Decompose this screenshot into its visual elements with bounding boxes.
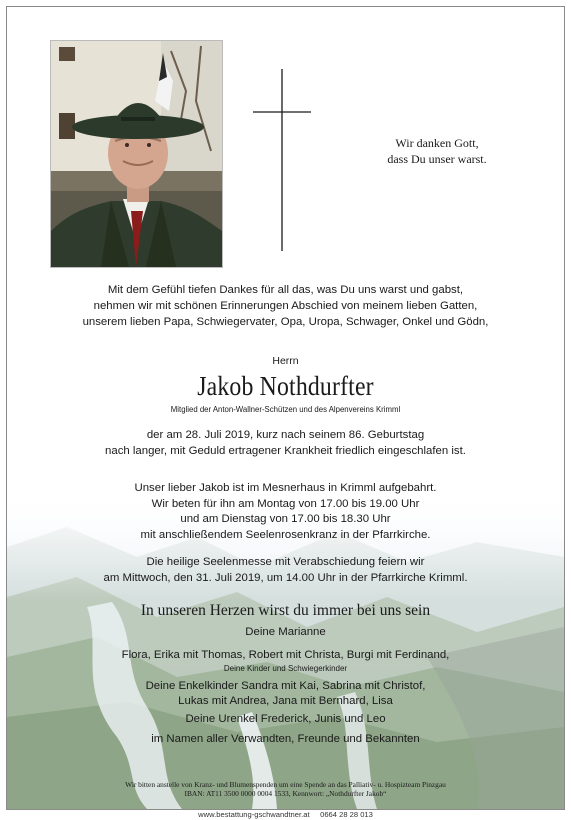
family-wife: Deine Marianne [245, 626, 326, 638]
mass-info-line-2: am Mittwoch, den 31. Juli 2019, um 14.00 Uhr in der Pfarrkirche Krimml. [103, 571, 468, 584]
mass-info [7, 555, 564, 586]
family-children-caption: Deine Kinder und Schwiegerkinder [223, 664, 348, 673]
family-grandchildren-1: Deine Enkelkinder Sandra mit Kai, Sabrina mit Christof, [145, 680, 426, 692]
death-notice-line-2: nach langer, mit Geduld ertragener Krankheit friedlich eingeschlafen ist. [105, 444, 466, 457]
footer-contact: www.bestattung-gschwandtner.at 0664 28 28 013 [198, 810, 373, 819]
wake-info-line-3: und am Dienstag von 17.00 bis 18.30 Uhr [180, 513, 391, 525]
family-great-grandchildren: Deine Urenkel Frederick, Junis und Leo [185, 713, 386, 725]
wake-info-line-1: Unser lieber Jakob ist im Mesnerhaus in Krimml aufgebahrt. [134, 482, 437, 494]
family-relatives: im Namen aller Verwandten, Freunde und Bekannten [151, 733, 420, 745]
donation-note-line-1: Wir bitten anstelle von Kranz- und Blumenspenden um eine Spende an das Palliativ- u. Hospizteam Pinzgau [125, 780, 446, 789]
intro-line-2: nehmen wir mit schönen Erinnerungen Abschied von meinem lieben Gatten, [93, 300, 478, 312]
obituary-card [6, 6, 565, 810]
wake-info-line-4: mit anschließendem Seelenrosenkranz in der Pfarrkirche. [140, 528, 431, 541]
mass-info-line-1: Die heilige Seelenmesse mit Verabschiedung feiern wir [146, 556, 425, 568]
motto: In unseren Herzen wirst du immer bei uns sein [140, 602, 431, 619]
quote-line-1: Wir danken Gott, [395, 136, 479, 150]
family-grandchildren-2: Lukas mit Andrea, Jana mit Bernhard, Lisa [178, 695, 393, 707]
family-children: Flora, Erika mit Thomas, Robert mit Christa, Burgi mit Ferdinand, [121, 649, 450, 661]
intro-line-1: Mit dem Gefühl tiefen Dankes für all das, was Du uns warst und gabst, [107, 284, 464, 296]
donation-note-line-2: IBAN: AT11 3500 0000 0004 1533, Kennwort: „Nothdurfter Jakob“ [184, 789, 387, 798]
deceased-name: Jakob Nothdurfter [197, 371, 374, 401]
membership-line: Mitglied der Anton-Wallner-Schützen und des Alpenvereins Krimml [170, 405, 401, 414]
memorial-quote [347, 135, 527, 167]
intro-line-3: unserem lieben Papa, Schwiegervater, Opa, Uropa, Schwager, Onkel und Gödn, [82, 316, 489, 328]
death-notice [7, 428, 564, 459]
donation-note [7, 780, 564, 798]
wake-info [7, 481, 564, 543]
quote-line-2: dass Du unser warst. [387, 152, 487, 166]
portrait-photo [50, 40, 223, 268]
salutation: Herrn [272, 355, 299, 367]
intro-text [47, 282, 524, 330]
death-notice-line-1: der am 28. Juli 2019, kurz nach seinem 86. Geburtstag [146, 429, 425, 441]
wake-info-line-2: Wir beten für ihn am Montag von 17.00 bis 19.00 Uhr [151, 497, 420, 510]
cross-icon [253, 69, 313, 251]
